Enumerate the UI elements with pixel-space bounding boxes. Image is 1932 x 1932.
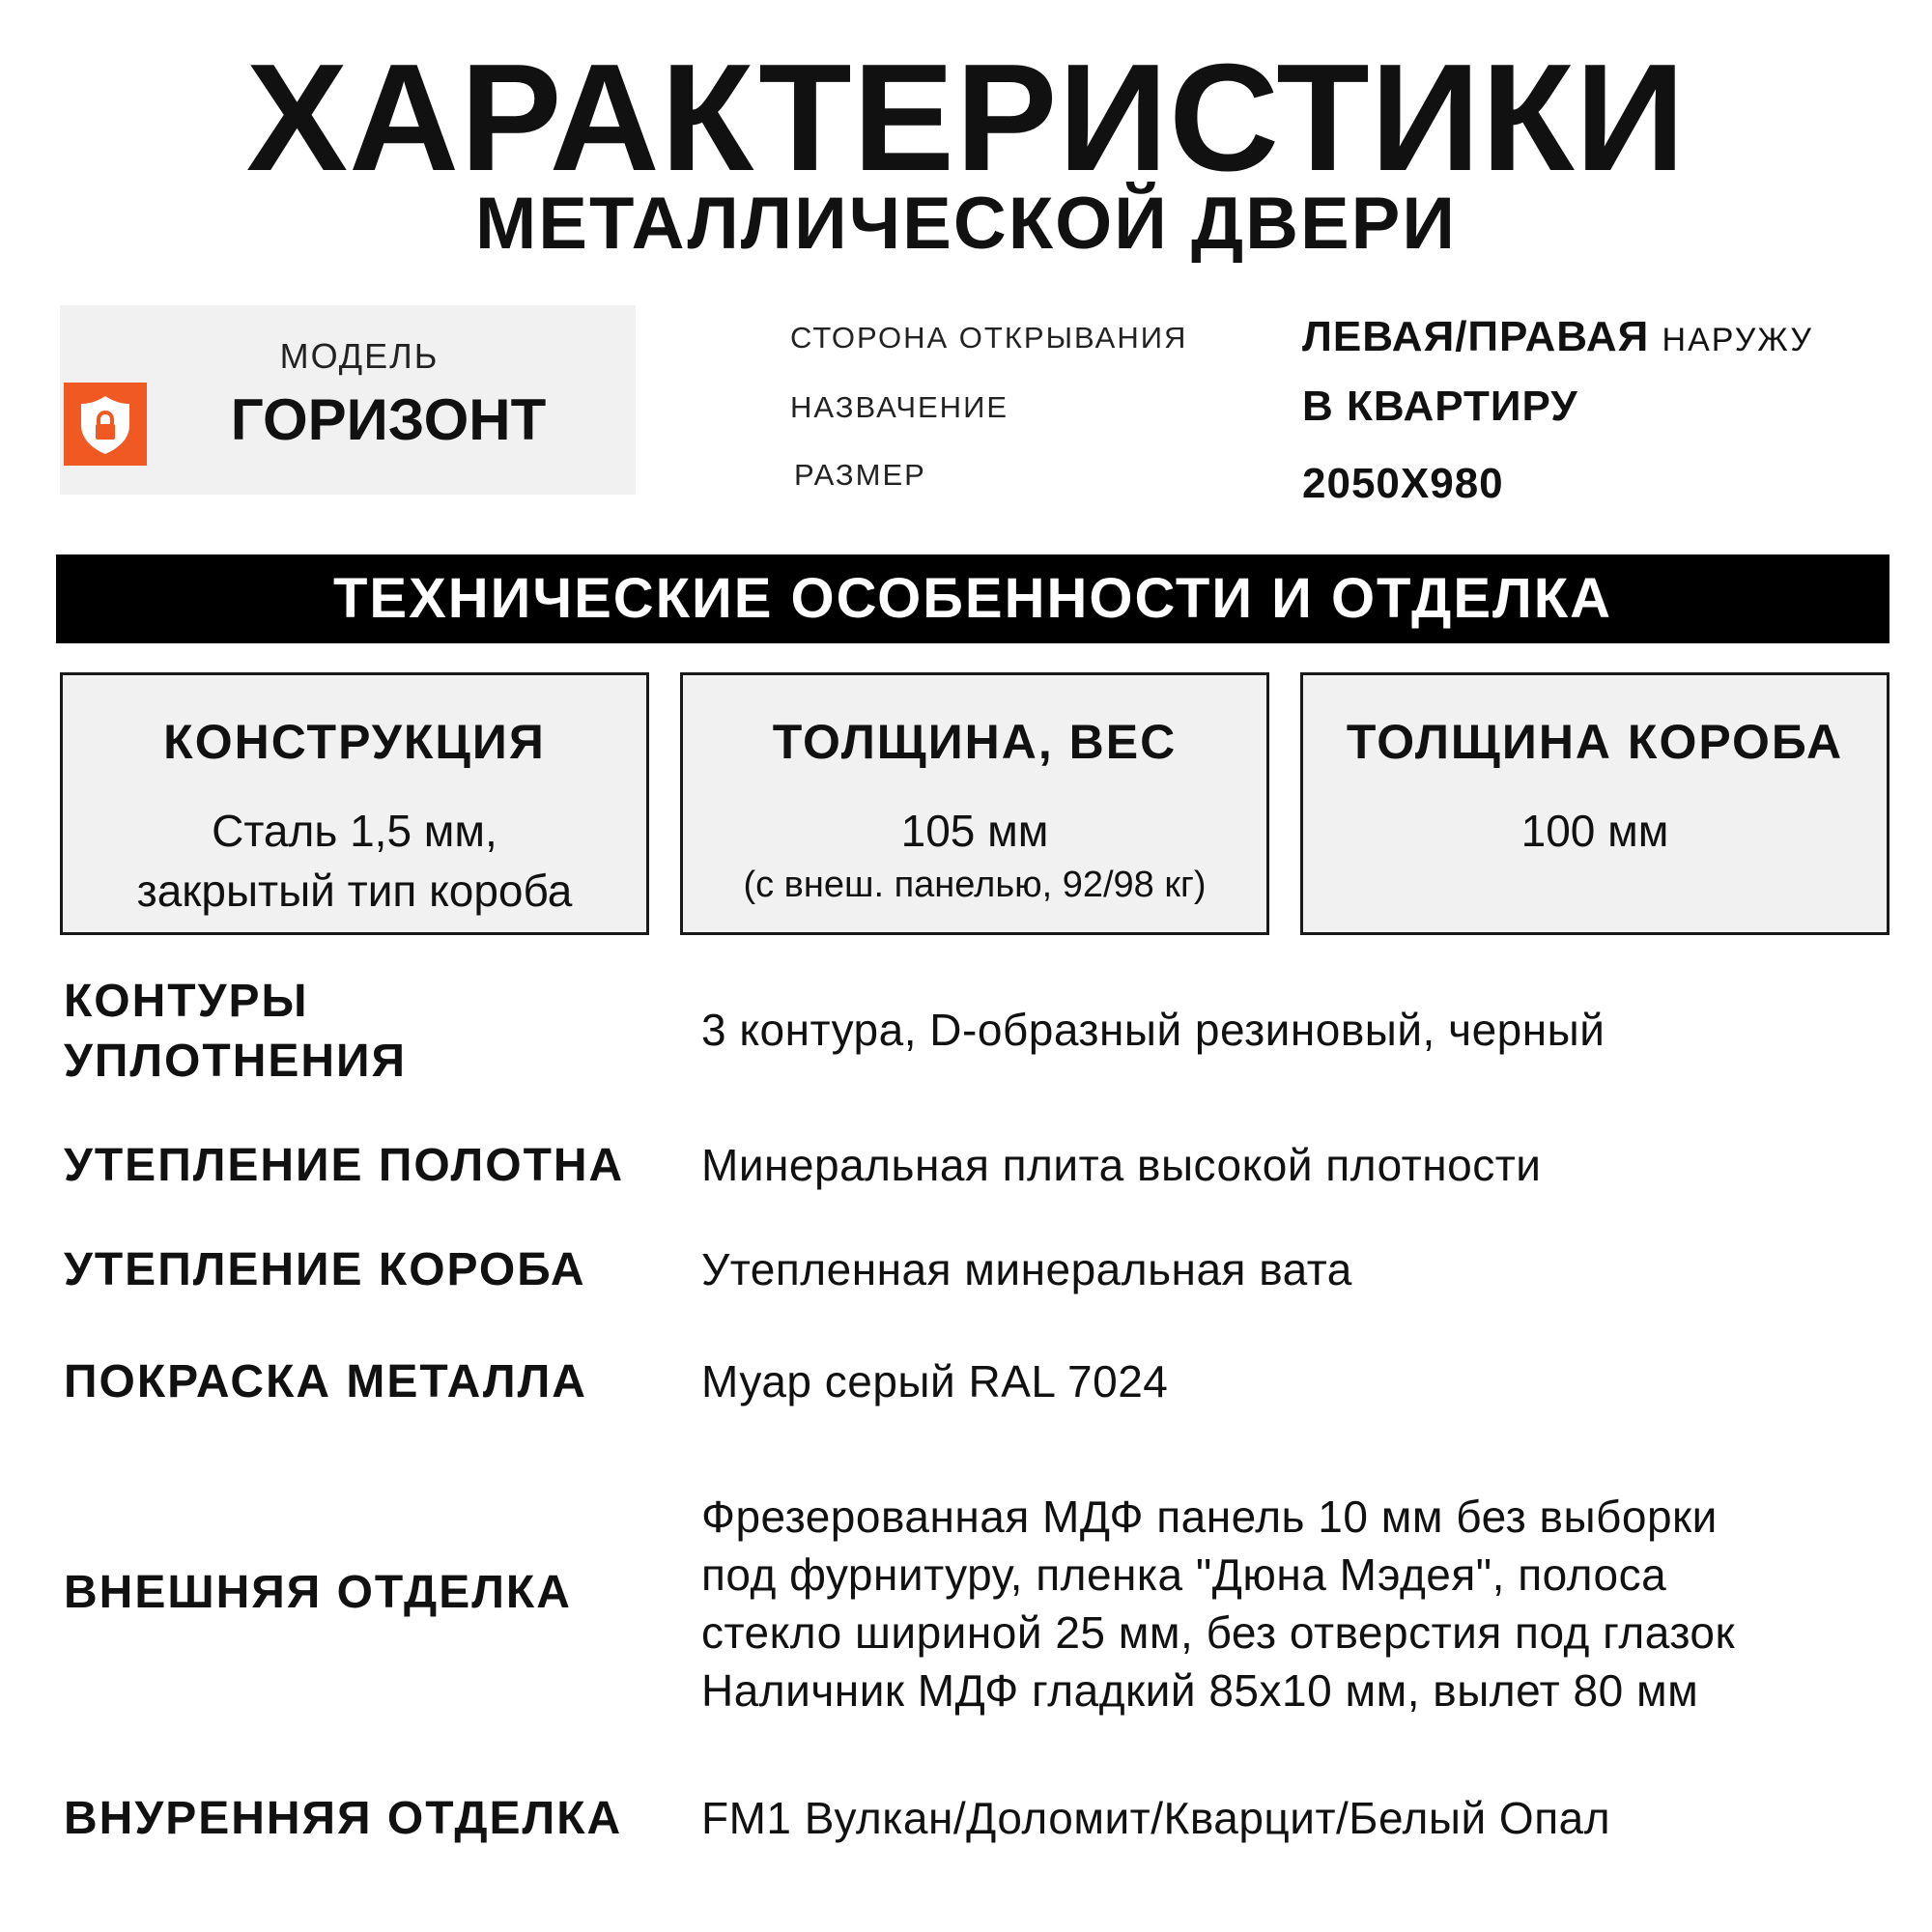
section-banner: ТЕХНИЧЕСКИЕ ОСОБЕННОСТИ И ОТДЕЛКА (56, 554, 1889, 643)
exterior-finish-value (701, 1488, 1735, 1719)
thickness-weight-card (680, 672, 1269, 935)
model-label: МОДЕЛЬ (279, 336, 440, 376)
leaf-insulation-label: УТЕПЛЕНИЕ ПОЛОТНА (64, 1140, 625, 1191)
exterior-finish-line: Фрезерованная МДФ панель 10 мм без выборки (701, 1492, 1718, 1542)
seal-label (64, 972, 407, 1092)
construction-card (60, 672, 649, 935)
purpose-label: НАЗВАЧЕНИЕ (790, 390, 1009, 424)
card-line: Сталь 1,5 мм, (212, 806, 497, 856)
opening-side-value (1302, 313, 1813, 361)
interior-finish-value: FM1 Вулкан/Доломит/Кварцит/Белый Опал (701, 1793, 1611, 1843)
metal-paint-value: Муар серый RAL 7024 (701, 1356, 1169, 1406)
interior-finish-label: ВНУРЕННЯЯ ОТДЕЛКА (64, 1793, 623, 1844)
card-title: КОНСТРУКЦИЯ (163, 715, 546, 769)
size-value: 2050Х980 (1302, 460, 1504, 507)
opening-side-main: ЛЕВАЯ/ПРАВАЯ (1302, 313, 1650, 360)
model-card (60, 305, 636, 495)
shield-lock-icon (64, 383, 147, 466)
page-subtitle: МЕТАЛЛИЧЕСКОЙ ДВЕРИ (475, 183, 1457, 265)
seal-value: 3 контура, D-образный резиновый, черный (701, 1005, 1605, 1055)
card-title: ТОЛЩИНА КОРОБА (1346, 715, 1844, 769)
card-text (1303, 801, 1887, 861)
card-line: (с внеш. панелью, 92/98 кг) (743, 865, 1207, 905)
opening-side-suffix: НАРУЖУ (1662, 322, 1814, 358)
card-title: ТОЛЩИНА, ВЕС (772, 715, 1178, 769)
exterior-finish-line: под фурнитуру, пленка "Дюна Мэдея", полоса (701, 1549, 1667, 1600)
metal-paint-label: ПОКРАСКА МЕТАЛЛА (64, 1356, 587, 1407)
frame-thickness-card (1300, 672, 1889, 935)
frame-insulation-label: УТЕПЛЕНИЕ КОРОБА (64, 1244, 586, 1295)
leaf-insulation-value: Минеральная плита высокой плотности (701, 1140, 1542, 1190)
frame-insulation-value: Утепленная минеральная вата (701, 1244, 1352, 1294)
card-text (63, 801, 646, 921)
size-label: РАЗМЕР (794, 458, 926, 492)
page-title: ХАРАКТЕРИСТИКИ (245, 33, 1687, 203)
seal-label-line: УПЛОТНЕНИЯ (64, 1036, 408, 1087)
exterior-finish-line: Наличник МДФ гладкий 85х10 мм, вылет 80 мм (701, 1665, 1699, 1716)
card-line: 105 мм (900, 806, 1049, 856)
card-line: закрытый тип короба (136, 866, 573, 916)
card-line: 100 мм (1520, 806, 1669, 856)
purpose-value: В КВАРТИРУ (1302, 383, 1578, 430)
exterior-finish-label: ВНЕШНЯЯ ОТДЕЛКА (64, 1567, 572, 1618)
model-name: ГОРИЗОНТ (230, 387, 547, 452)
seal-label-line: КОНТУРЫ (64, 976, 309, 1027)
card-text (683, 801, 1266, 909)
exterior-finish-line: стекло шириной 25 мм, без отверстия под глазок (701, 1607, 1736, 1658)
opening-side-label: СТОРОНА ОТКРЫВАНИЯ (790, 321, 1188, 355)
